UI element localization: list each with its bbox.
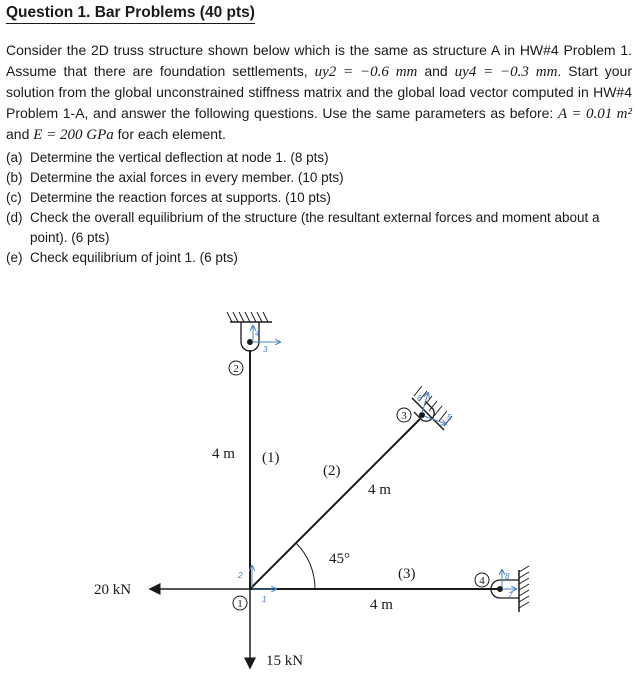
length-label-member-2: 4 m (368, 482, 391, 498)
element-label-3: (3) (398, 566, 416, 582)
intro-and: and (417, 62, 455, 79)
question-label: (e) (6, 250, 23, 265)
param-area: A = 0.01 m² (557, 105, 633, 122)
question-text: Determine the reaction forces at supports. (10 pts) (30, 190, 331, 205)
dof-label-6: 6 (417, 394, 422, 403)
pin-support-node-3 (412, 386, 452, 430)
settlement-uy4: uy4 = −0.3 mm (454, 63, 558, 80)
element-label-2: (2) (323, 463, 341, 479)
node-4-label: 4 (479, 575, 485, 587)
load-vertical-label: 15 kN (266, 653, 304, 669)
intro-text-2: . Start your solution from the global unconstrained stiffness matrix and the global load vector computed in HW#4 Problem 1-A, and answer the following questions. Use the same parameters as before: (6, 62, 632, 121)
question-heading: Question 1. Bar Problems (40 pts) (6, 3, 255, 24)
dof-label-7: 7 (508, 591, 513, 600)
question-label: (d) (6, 210, 23, 225)
dof-label-8: 8 (505, 572, 510, 581)
param-modulus: E = 200 GPa (33, 127, 114, 143)
intro-text-3: for each element. (113, 126, 226, 142)
question-label: (a) (6, 150, 23, 165)
node-2-label: 2 (233, 363, 239, 375)
node-3-label: 3 (401, 410, 407, 422)
angle-label: 45° (329, 551, 350, 567)
load-horizontal-label: 20 kN (94, 582, 132, 598)
length-label-member-1: 4 m (212, 446, 235, 462)
intro-text-1: Consider the 2D truss structure shown below which is the same as structure A in HW#4 Problem 1. Assume that there are foundation settlements, (6, 42, 632, 79)
question-text: Check equilibrium of joint 1. (6 pts) (30, 250, 238, 265)
question-label: (c) (6, 190, 22, 205)
question-text: Check the overall equilibrium of the structure (the resultant external forces and moment about a point). (6 pts) (30, 210, 600, 245)
node-1-label: 1 (237, 598, 243, 610)
dof-label-1: 1 (262, 595, 267, 604)
dof-label-2: 2 (238, 571, 243, 580)
dof-label-3: 3 (263, 345, 268, 354)
element-label-1: (1) (262, 450, 280, 466)
question-text: Determine the vertical deflection at node 1. (8 pts) (30, 150, 329, 165)
intro-and-2: and (6, 126, 34, 142)
settlement-uy2: uy2 = −0.6 mm (314, 63, 418, 80)
dof-label-4: 4 (255, 329, 260, 338)
question-label: (b) (6, 170, 23, 185)
question-text: Determine the axial forces in every member. (10 pts) (30, 170, 344, 185)
length-label-member-3: 4 m (370, 597, 393, 613)
angle-arc (296, 543, 315, 589)
dof-arrow-5 (424, 416, 446, 424)
dof-label-5: 5 (447, 413, 452, 422)
